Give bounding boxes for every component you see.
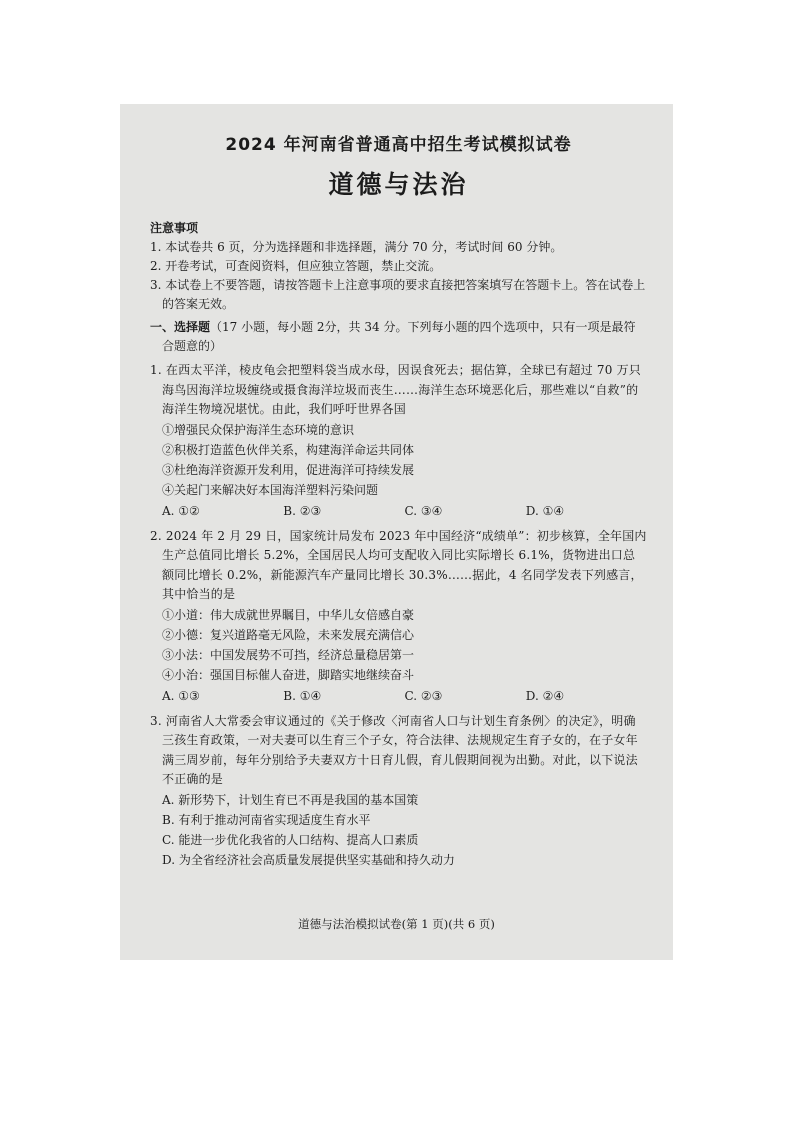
question-option: ③小法：中国发展势不可挡，经济总量稳居第一: [162, 647, 415, 662]
exam-subject: 道德与法治: [328, 170, 469, 199]
question-option: ①增强民众保护海洋生态环境的意识: [162, 422, 355, 437]
choice-b: B. ②③: [283, 503, 322, 518]
choice-a: A. ①②: [162, 503, 200, 518]
question-1: [150, 361, 647, 522]
notice-item: 1. 本试卷共 6 页，分为选择题和非选择题，满分 70 分，考试时间 60 分钟。: [150, 240, 563, 254]
question-option: ①小道：伟大成就世界瞩目，中华儿女倍感自豪: [162, 607, 415, 622]
answer-choices: [162, 685, 647, 707]
question-3: [150, 712, 647, 870]
question-option: ③杜绝海洋资源开发利用，促进海洋可持续发展: [162, 462, 415, 477]
question-stem: 1. 在西太平洋，棱皮龟会把塑料袋当成水母，因误食死去；据估算，全球已有超过 70 万只海鸟因海洋垃圾缠绕或摄食海洋垃圾而丧生……海洋生态环境恶化后，那些难以“自救”的海洋生物境况堪忧。由此，我们呼吁世界各国: [150, 363, 641, 416]
question-option: ②积极打造蓝色伙伴关系，构建海洋命运共同体: [162, 442, 415, 457]
question-option: ④关起门来解决好本国海洋塑料污染问题: [162, 482, 379, 497]
question-option: D. 为全省经济社会高质量发展提供坚实基础和持久动力: [162, 852, 455, 867]
section-label: 一、选择题: [150, 320, 211, 334]
question-2: [150, 527, 647, 707]
question-stem: 3. 河南省人大常委会审议通过的《关于修改〈河南省人口与计划生育条例〉的决定》，明确三孩生育政策，一对夫妻可以生育三个子女，符合法律、法规规定生育子女的，在子女年满三周岁前，每年分别给予夫妻双方十日育儿假，育儿假期间视为出勤。对此，以下说法不正确的是: [150, 713, 638, 786]
notice-item: 2. 开卷考试，可查阅资料，但应独立答题，禁止交流。: [150, 259, 442, 273]
exam-title: 2024 年河南省普通高中招生考试模拟试卷: [225, 135, 572, 155]
question-option: ②小德：复兴道路毫无风险，未来发展充满信心: [162, 627, 415, 642]
page-footer: 道德与法治模拟试卷(第 1 页)(共 6 页): [298, 917, 495, 931]
question-option: A. 新形势下，计划生育已不再是我国的基本国策: [162, 792, 419, 807]
question-stem: 2. 2024 年 2 月 29 日，国家统计局发布 2023 年中国经济“成绩单”：初步核算，全年国内生产总值同比增长 5.2%，全国居民人均可支配收入同比实际增长 6.1%，货物进出口总额同比增长 0.2%，新能源汽车产量同比增长 30.3%……据此，4 名同学发表下列感言，其中恰当的是: [150, 528, 647, 601]
notice-item: 3. 本试卷上不要答题，请按答题卡上注意事项的要求直接把答案填写在答题卡上。答在试卷上的答案无效。: [150, 278, 646, 311]
question-option: B. 有利于推动河南省实现适度生育水平: [162, 812, 371, 827]
section-heading: [150, 318, 647, 356]
question-option: ④小治：强国目标催人奋进，脚踏实地继续奋斗: [162, 667, 415, 682]
choice-c: C. ③④: [404, 503, 443, 518]
choice-d: D. ①④: [525, 503, 565, 518]
section-description: （17 小题，每小题 2分，共 34 分。下列每小题的四个选项中，只有一项是最符合题意的）: [162, 320, 636, 353]
choice-d: D. ②④: [525, 688, 565, 703]
answer-choices: [162, 500, 647, 522]
choice-a: A. ①③: [162, 688, 200, 703]
choice-b: B. ①④: [283, 688, 322, 703]
choice-c: C. ②③: [404, 688, 443, 703]
notice-block: [150, 219, 647, 314]
exam-page: [120, 104, 673, 960]
question-option: C. 能进一步优化我省的人口结构、提高人口素质: [162, 832, 419, 847]
notice-heading: 注意事项: [150, 221, 199, 235]
